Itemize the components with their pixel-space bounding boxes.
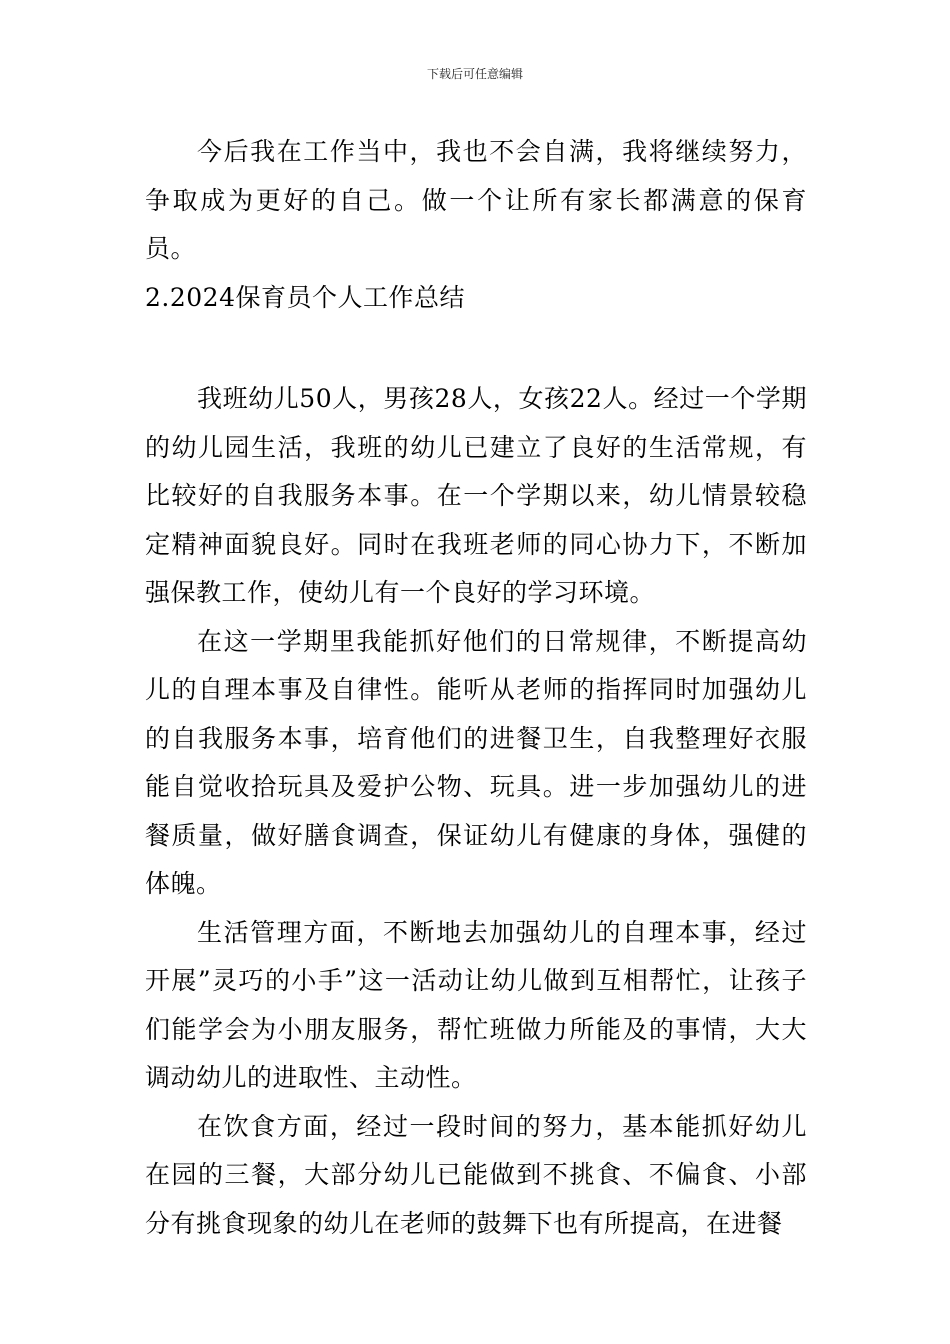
document-body xyxy=(145,128,807,1248)
section-spacer xyxy=(145,322,807,375)
intro-paragraph: 今后我在工作当中，我也不会自满，我将继续努力，争取成为更好的自己。做一个让所有家长都满意的保育员。 xyxy=(145,137,807,263)
body-paragraph: 生活管理方面，不断地去加强幼儿的自理本事，经过开展”灵巧的小手”这一活动让幼儿做到互相帮忙，让孩子们能学会为小朋友服务，帮忙班做力所能及的事情，大大调动幼儿的进取性、主动性。 xyxy=(145,917,807,1092)
section-title: 2.2024保育员个人工作总结 xyxy=(145,282,465,312)
body-paragraph: 在饮食方面，经过一段时间的努力，基本能抓好幼儿在园的三餐，大部分幼儿已能做到不挑食、不偏食、小部分有挑食现象的幼儿在老师的鼓舞下也有所提高，在进餐 xyxy=(145,1111,807,1238)
body-paragraph: 在这一学期里我能抓好他们的日常规律，不断提高幼儿的自理本事及自律性。能听从老师的指挥同时加强幼儿的自我服务本事，培育他们的进餐卫生，自我整理好衣服能自觉收拾玩具及爱护公物、玩具。进一步加强幼儿的进餐质量，做好膳食调查，保证幼儿有健康的身体，强健的体魄。 xyxy=(145,626,807,898)
body-paragraph: 我班幼儿50人，男孩28人，女孩22人。经过一个学期的幼儿园生活，我班的幼儿已建立了良好的生活常规，有比较好的自我服务本事。在一个学期以来，幼儿情景较稳定精神面貌良好。同时在我班老师的同心协力下，不断加强保教工作，使幼儿有一个良好的学习环境。 xyxy=(145,384,807,607)
header-note: 下载后可任意编辑 xyxy=(426,67,523,81)
